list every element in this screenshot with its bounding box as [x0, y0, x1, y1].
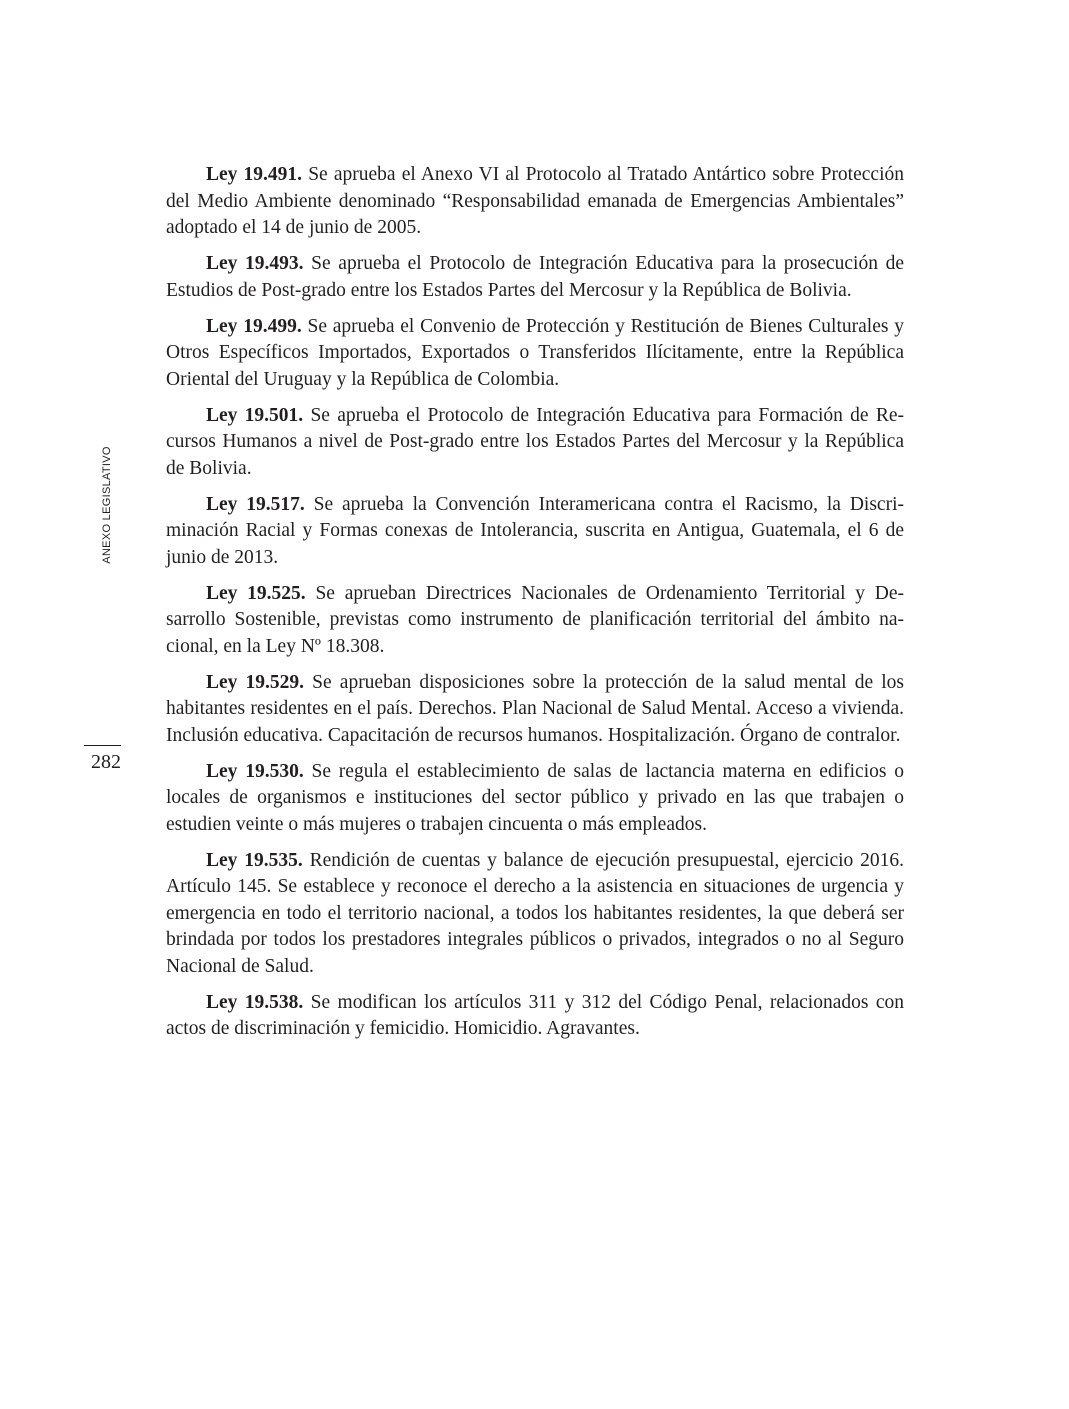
law-entry	[166, 492, 904, 572]
law-description: Se aprueba el Protocolo de Integración Educativa para Formación de Recursos Humanos a nivel de Post-grado entre los Estados Partes del Mercosur y la República de Bolivia.	[166, 404, 904, 479]
law-entry	[166, 848, 904, 981]
law-number: Ley 19.491.	[206, 164, 303, 185]
law-number: Ley 19.529.	[206, 671, 305, 693]
law-description: Se aprueba la Convención Interamericana contra el Racismo, la Discriminación Racial y Formas conexas de Intolerancia, suscrita en Antigua, Guatemala, el 6 de junio de 2013.	[166, 493, 904, 568]
law-entry	[166, 251, 904, 304]
law-number: Ley 19.538.	[206, 991, 304, 1013]
law-description: Se aprueban disposiciones sobre la protección de la salud mental de los habitantes residentes en el país. Derechos. Plan Nacional de Salud Mental. Acceso a vivienda. Inclusión educativa. Capacitación de recursos humanos. Hospitalización. Órgano de contralor.	[166, 671, 904, 746]
law-description: Se regula el establecimiento de salas de lactancia materna en edificios o locales de organismos e instituciones del sector público y privado en las que trabajen o estudien veinte o más mujeres o trabajen cincuenta o más empleados.	[166, 760, 904, 835]
law-description: Se modifican los artículos 311 y 312 del Código Penal, relacionados con actos de discriminación y femicidio. Homicidio. Agravantes.	[166, 991, 904, 1039]
law-description: Se aprueba el Protocolo de Integración Educativa para la prosecución de Estudios de Post-grado entre los Estados Partes del Mercosur y la República de Bolivia.	[166, 253, 904, 301]
law-list	[166, 162, 904, 1052]
section-label-text: ANEXO LEGISLATIVO	[101, 446, 113, 564]
law-entry	[166, 581, 904, 661]
law-description: Se aprueba el Anexo VI al Protocolo al Tratado Antártico sobre Protección del Medio Ambiente denominado “Responsabilidad emanada de Emergencias Ambientales” adoptado el 14 de junio de 2005.	[166, 164, 904, 238]
law-number: Ley 19.493.	[206, 253, 304, 274]
law-number: Ley 19.525.	[206, 582, 306, 604]
law-description: Se aprueban Directrices Nacionales de Ordenamiento Territorial y Desarrollo Sostenible, previstas como instrumento de planificación territorial del ámbito nacional, en la Ley Nº 18.308.	[166, 582, 904, 657]
law-description: Rendición de cuentas y balance de ejecución presupuestal, ejercicio 2016. Artículo 145. Se establece y reconoce el derecho a la asistencia en situaciones de urgencia y emergencia en todo el territorio nacional, a todos los habitantes residentes, la que deberá ser brindada por todos los prestadores integrales públicos o privados, integrados o no al Seguro Nacional de Salud.	[166, 849, 904, 977]
law-entry	[166, 403, 904, 483]
law-number: Ley 19.499.	[206, 315, 302, 337]
law-description: Se aprueba el Convenio de Protección y Restitución de Bienes Culturales y Otros Específicos Importados, Exportados o Transferidos Ilícitamente, entre la República Oriental del Uruguay y la República de Colombia.	[166, 315, 904, 390]
page-number: 282	[91, 751, 121, 773]
page-number-rule	[84, 745, 121, 746]
law-entry	[166, 314, 904, 394]
law-number: Ley 19.530.	[206, 760, 304, 782]
law-entry	[166, 162, 904, 242]
law-number: Ley 19.501.	[206, 404, 304, 426]
law-number: Ley 19.535.	[206, 849, 303, 871]
law-number: Ley 19.517.	[206, 493, 305, 515]
law-entry	[166, 759, 904, 839]
law-entry	[166, 670, 904, 750]
section-label	[98, 445, 116, 565]
law-entry	[166, 990, 904, 1043]
